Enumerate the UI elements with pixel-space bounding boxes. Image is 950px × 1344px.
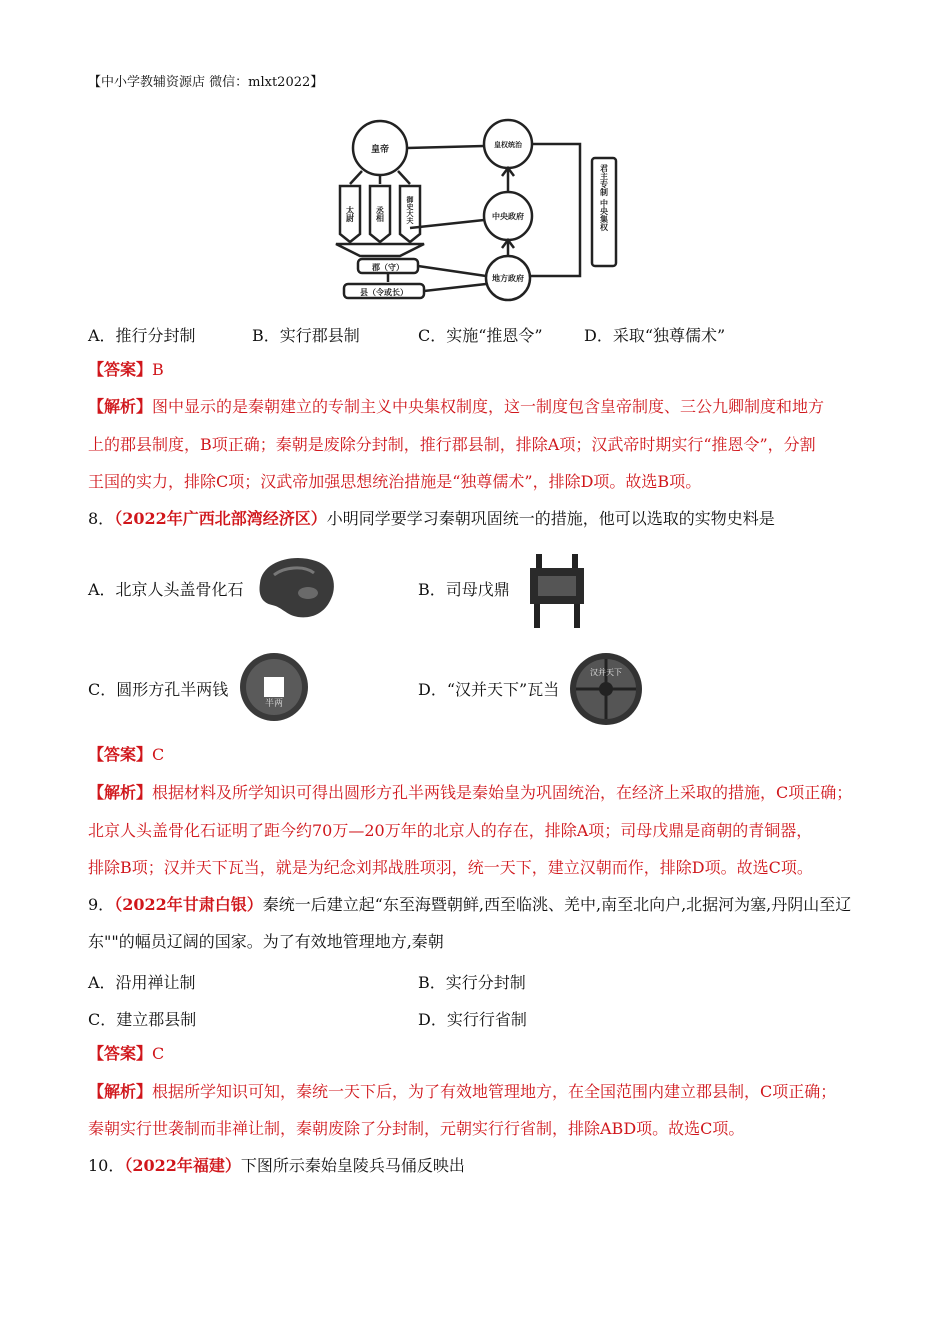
question-number: 8．	[88, 509, 115, 528]
county-label: 县（令或长）	[360, 288, 408, 297]
tile-inscription: 汉并天下	[590, 668, 622, 677]
question-text: 下图所示秦始皇陵兵马俑反映出	[240, 1156, 465, 1175]
q9-analysis-line-1	[88, 1082, 836, 1102]
answer-value: B	[152, 360, 164, 379]
q8-option-b: B．司母戊鼎	[418, 580, 510, 599]
q7-answer	[88, 360, 164, 380]
commandery-label: 郡（守）	[372, 263, 404, 272]
resource-header: 【中小学教辅资源店 微信：mlxt2022】	[88, 75, 324, 90]
taiwei-label: 太尉	[345, 206, 355, 222]
analysis-tag: 【解析】	[88, 1082, 153, 1101]
question-text: 秦统一后建立起“东至海暨朝鲜,西至临洮、羌中,南至北向户,北据河为塞,丹阴山至辽	[262, 895, 852, 914]
q8-analysis-line-2: 北京人头盖骨化石证明了距今约70万—20万年的北京人的存在，排除A项；司母戊鼎是商朝的青铜器，	[88, 821, 813, 840]
answer-value: C	[152, 1044, 165, 1063]
q9-option-a: A．沿用禅让制	[88, 973, 196, 992]
answer-tag: 【答案】	[88, 1044, 153, 1063]
answer-tag: 【答案】	[88, 745, 153, 764]
answer-value: C	[152, 745, 165, 764]
imperial-rule-label: 皇权统治	[494, 141, 522, 149]
q8-answer	[88, 745, 164, 765]
q8-analysis-line-3: 排除B项；汉并天下瓦当，就是为纪念刘邦战胜项羽，统一天下，建立汉朝而作，排除D项。故选C项。	[88, 858, 813, 877]
q9-answer	[88, 1044, 164, 1064]
simuwu-ding-image	[524, 548, 590, 632]
q9-analysis-line-2: 秦朝实行世袭制而非禅让制，秦朝废除了分封制，元朝实行行省制，排除ABD项。故选C项。	[88, 1119, 745, 1138]
question-source: （2022年福建）	[124, 1156, 241, 1175]
local-government-label: 地方政府	[492, 274, 524, 283]
chancellor-label: 丞相	[375, 206, 385, 222]
analysis-tag: 【解析】	[88, 397, 153, 416]
skull-fossil-image	[254, 553, 338, 623]
tile-end-image	[566, 651, 646, 727]
analysis-text: 根据材料及所学知识可得出圆形方孔半两钱是秦始皇为巩固统治，在经济上采取的措施，C项正确；	[152, 783, 853, 802]
emperor-label: 皇帝	[370, 145, 390, 155]
autocracy-label: 君主专制 中央集权	[599, 164, 609, 231]
question-number: 9．	[88, 895, 115, 914]
q7-option-d: D．采取“独尊儒术”	[584, 326, 726, 345]
question-source: （2022年甘肃白银）	[114, 895, 263, 914]
q7-analysis-line-3: 王国的实力，排除C项；汉武帝加强思想统治措施是“独尊儒术”，排除D项。故选B项。	[88, 472, 702, 491]
q8-stem	[88, 509, 775, 529]
q9-option-d: D．实行行省制	[418, 1010, 527, 1029]
q7-analysis-line-2: 上的郡县制度，B项正确；秦朝是废除分封制，推行郡县制，排除A项；汉武帝时期实行“推恩令”，分割	[88, 435, 816, 454]
q7-option-b: B．实行郡县制	[252, 326, 360, 345]
q8-option-d: D．“汉并天下”瓦当	[418, 680, 560, 699]
question-text: 小明同学要学习秦朝巩固统一的措施，他可以选取的实物史料是	[326, 509, 775, 528]
q7-option-c: C．实施“推恩令”	[418, 326, 543, 345]
q7-analysis-line-1	[88, 397, 824, 417]
q8-option-c: C．圆形方孔半两钱	[88, 680, 229, 699]
coin-inscription: 半两	[264, 699, 284, 709]
q9-stem-line-2: 东""的幅员辽阔的国家。为了有效地管理地方,秦朝	[88, 932, 444, 951]
analysis-text: 根据所学知识可知，秦统一天下后，为了有效地管理地方，在全国范围内建立郡县制，C项正确；	[152, 1082, 837, 1101]
answer-tag: 【答案】	[88, 360, 153, 379]
q8-option-a: A．北京人头盖骨化石	[88, 580, 244, 599]
q9-option-b: B．实行分封制	[418, 973, 526, 992]
question-source: （2022年广西北部湾经济区）	[114, 509, 327, 528]
analysis-tag: 【解析】	[88, 783, 153, 802]
question-number: 10．	[88, 1156, 125, 1175]
banliang-coin-image	[236, 650, 312, 724]
qin-government-diagram	[330, 116, 620, 306]
central-government-label: 中央政府	[492, 212, 524, 221]
q8-analysis-line-1	[88, 783, 852, 803]
q10-stem	[88, 1156, 465, 1176]
q9-stem-line-1	[88, 895, 851, 915]
q9-option-c: C．建立郡县制	[88, 1010, 197, 1029]
yushi-label: 御史大夫	[406, 196, 414, 224]
q7-option-a: A．推行分封制	[88, 326, 196, 345]
analysis-text: 图中显示的是秦朝建立的专制主义中央集权制度，这一制度包含皇帝制度、三公九卿制度和地方	[152, 397, 825, 416]
